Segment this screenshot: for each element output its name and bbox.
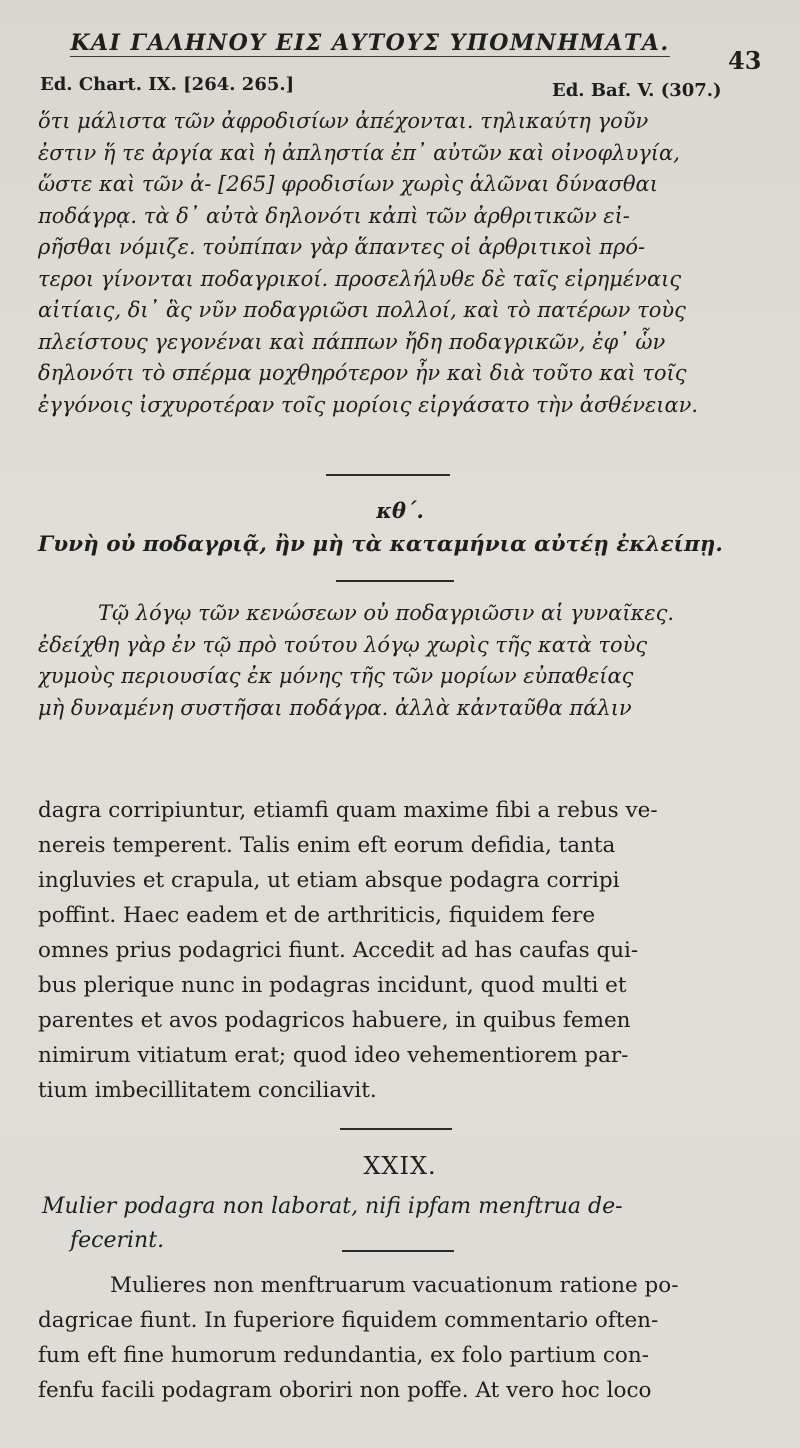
text-line: ὅτι μάλιστα τῶν ἀφροδισίων ἀπέχονται. τηλικαύτη γοῦν [38, 109, 649, 133]
text-line: nimirum vitiatum erat; quod ideo vehementiorem par- [38, 1043, 629, 1068]
text-line: bus plerique nunc in podagras incidunt, quod multi et [38, 973, 627, 998]
section-divider [336, 580, 454, 582]
text-line: Mulieres non menftruarum vacuationum ratione po- [110, 1273, 679, 1298]
text-line: ingluvies et crapula, ut etiam absque podagra corripi [38, 868, 620, 893]
text-line: ἐγγόνοις ἰσχυροτέραν τοῖς μορίοις εἰργάσατο τὴν ἀσθένειαν. [38, 392, 699, 417]
section-divider [326, 474, 450, 476]
text-line: tium imbecillitatem conciliavit. [38, 1078, 377, 1103]
section-divider [340, 1128, 452, 1130]
text-line: δηλονότι τὸ σπέρμα μοχθηρότερον ἦν καὶ διὰ τοῦτο καὶ τοῖς [38, 361, 687, 385]
text-line: ὥστε καὶ τῶν ἀ- [265] φροδισίων χωρὶς ἁλῶναι δύνασθαι [38, 172, 658, 196]
text-line: fecerint. [70, 1228, 165, 1253]
latin-commentary-paragraph [38, 1268, 764, 1408]
text-line: Mulier podagra non laborat, nifi ipfam menftrua de- [42, 1194, 623, 1219]
text-line: fum eft fine humorum redundantia, ex folo partium con- [38, 1343, 649, 1368]
text-line: ποδάγρᾳ. τὰ δ᾽ αὐτὰ δηλονότι κἀπὶ τῶν ἀρθριτικῶν εἰ- [38, 203, 630, 228]
section-divider [342, 1250, 454, 1252]
text-line: dagricae fiunt. In fuperiore fiquidem commentario often- [38, 1308, 659, 1333]
latin-aphorism [42, 1190, 772, 1258]
text-line: ἐστιν ἥ τε ἀργία καὶ ἡ ἀπληστία ἐπ᾽ αὐτῶν καὶ οἰνοφλυγία, [38, 140, 680, 165]
greek-aphorism-number: κθ΄. [376, 498, 424, 523]
page-number: 43 [728, 46, 762, 75]
text-line: poffint. Haec eadem et de arthriticis, fiquidem fere [38, 903, 596, 928]
text-line: πλείστους γεγονέναι καὶ πάππων ἤδη ποδαγρικῶν, ἐφ᾽ ὧν [38, 329, 666, 354]
text-line: αἰτίαις, δι᾽ ἃς νῦν ποδαγριῶσι πολλοί, καὶ τὸ πατέρων τοὺς [38, 298, 686, 322]
text-line: ἐδείχθη γὰρ ἐν τῷ πρὸ τούτου λόγῳ χωρὶς τῆς κατὰ τοὺς [38, 632, 648, 657]
text-line: χυμοὺς περιουσίας ἐκ μόνης τῆς τῶν μορίων εὐπαθείας [38, 664, 634, 688]
text-line: dagra corripiuntur, etiamfi quam maxime fibi a rebus ve- [38, 798, 658, 823]
latin-commentary-paragraph [38, 793, 764, 1108]
text-line: fenfu facili podagram oboriri non poffe. At vero hoc loco [38, 1378, 652, 1403]
text-line: τεροι γίνονται ποδαγρικοί. προσελήλυθε δὲ ταῖς εἰρημέναις [38, 266, 682, 291]
text-line: omnes prius podagrici fiunt. Accedit ad has caufas qui- [38, 938, 639, 963]
text-line: parentes et avos podagricos habuere, in quibus femen [38, 1008, 631, 1033]
greek-aphorism: Γυνὴ οὐ ποδαγριᾷ, ἢν μὴ τὰ καταμήνια αὐτέῃ ἐκλείπῃ. [38, 532, 723, 557]
latin-aphorism-number: XXIX. [363, 1152, 437, 1180]
text-line: ρῆσθαι νόμιζε. τοὐπίπαν γὰρ ἅπαντες οἱ ἀρθριτικοὶ πρό- [38, 235, 646, 259]
running-title: ΚΑΙ ΓΑΛΗΝΟΥ ΕΙΣ ΑΥΤΟΥΣ ΥΠΟΜΝΗΜΑΤΑ. [70, 30, 670, 56]
edition-reference-chartier: Ed. Chart. IX. [264. 265.] [40, 74, 295, 95]
greek-commentary-paragraph [38, 106, 764, 421]
text-line: Τῷ λόγῳ τῶν κενώσεων οὐ ποδαγριῶσιν αἱ γυναῖκες. [98, 601, 675, 625]
text-line: μὴ δυναμένη συστῆσαι ποδάγρα. ἀλλὰ κἀνταῦθα πάλιν [38, 695, 632, 720]
text-line: nereis temperent. Talis enim eft eorum defidia, tanta [38, 833, 616, 858]
greek-commentary-paragraph [38, 598, 764, 724]
edition-reference-basel: Ed. Baf. V. (307.) [552, 80, 722, 101]
